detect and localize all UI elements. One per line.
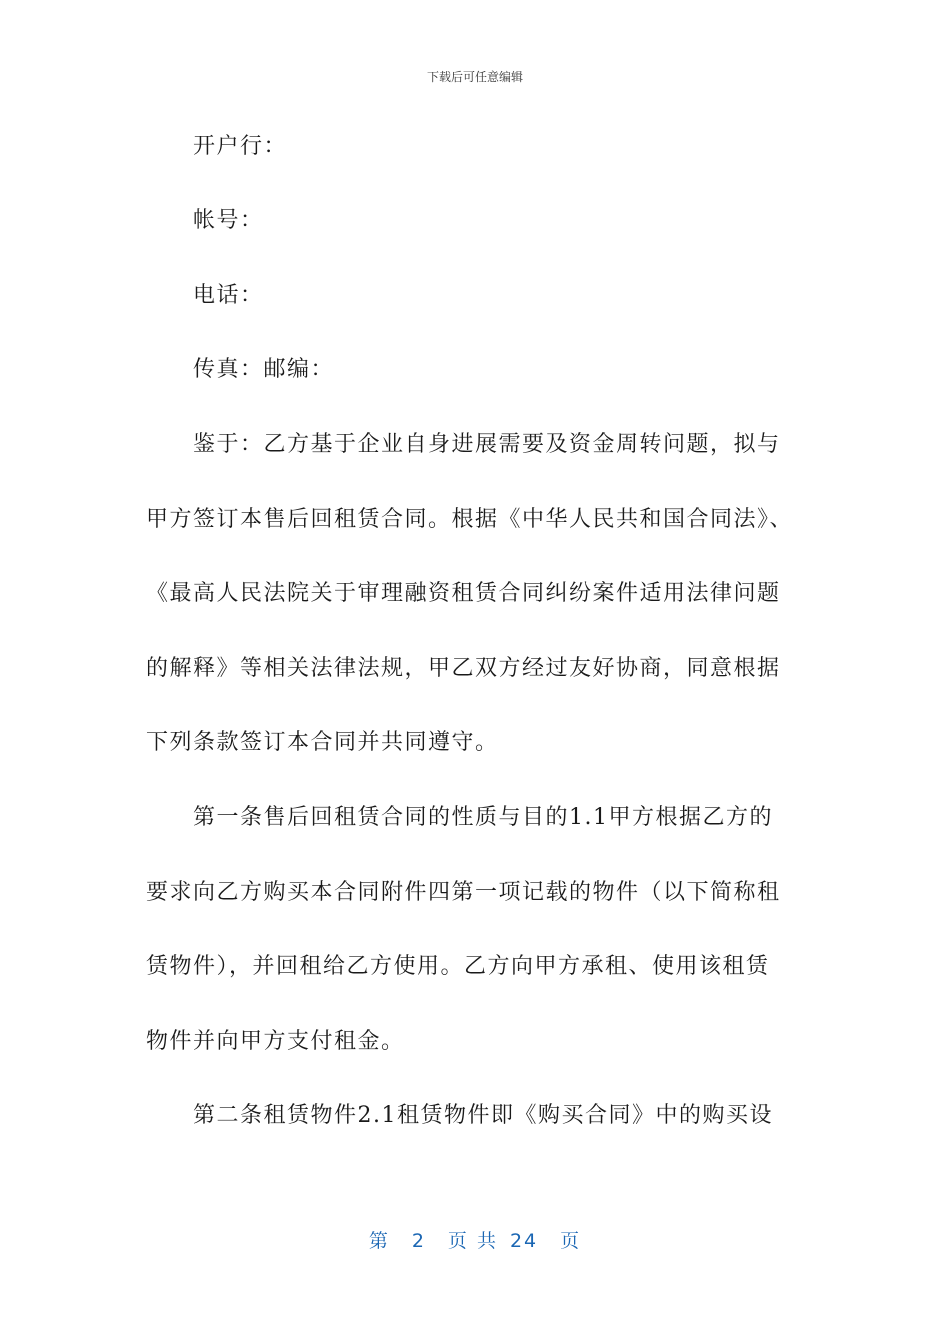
body-line-fax-postcode: 传真：邮编： (193, 357, 335, 382)
body-line: 《最高人民法院关于审理融资租赁合同纠纷案件适用法律问题 (146, 581, 781, 606)
current-page-number: 2 (411, 1230, 426, 1252)
body-line-phone: 电话： (193, 283, 264, 308)
body-line: 物件并向甲方支付租金。 (146, 1029, 405, 1054)
body-line: 鉴于：乙方基于企业自身进展需要及资金周转问题，拟与 (193, 432, 781, 457)
body-line: 第一条售后回租赁合同的性质与目的1.1甲方根据乙方的 (193, 805, 773, 830)
body-line-bank: 开户行： (193, 134, 288, 159)
body-line: 赁物件），并回租给乙方使用。乙方向甲方承租、使用该租赁 (146, 954, 770, 979)
body-line-account: 帐号： (193, 208, 264, 233)
body-line: 要求向乙方购买本合同附件四第一项记载的物件（以下简称租 (146, 880, 781, 905)
page-prefix: 第 (368, 1230, 390, 1252)
page-mid: 页 共 (447, 1230, 498, 1252)
header-note: 下载后可任意编辑 (426, 70, 523, 84)
body-line: 的解释》等相关法律法规，甲乙双方经过友好协商，同意根据 (146, 656, 781, 681)
total-pages-number: 24 (509, 1230, 539, 1252)
body-line: 下列条款签订本合同并共同遵守。 (146, 730, 499, 755)
page-suffix: 页 (560, 1230, 582, 1252)
body-line: 甲方签订本售后回租赁合同。根据《中华人民共和国合同法》、 (146, 507, 794, 532)
page-footer (0, 1226, 950, 1253)
body-line: 第二条租赁物件2.1租赁物件即《购买合同》中的购买设 (193, 1103, 773, 1128)
